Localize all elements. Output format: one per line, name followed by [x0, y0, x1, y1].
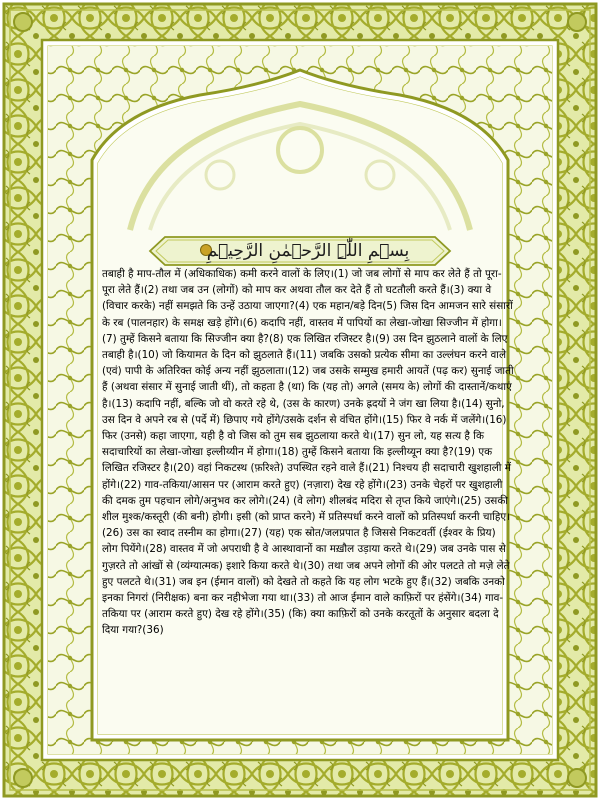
verse-text-block: तबाही है माप-तौल में (अधिकाधिक) कमी करने वालों के लिए।(1) जो जब लोगों से माप कर लेते हैं तो पूरा-पूरा लेते हैं।(2) तथा जब उन (लोगों) को माप कर अथवा तौल कर देते हैं तो घटतौली करते हैं।(3) क्या वे (विचार करके) नहीं समझते कि उन्हें उठाया जाएगा?(4) एक महान/बड़े दिन(5) जिस दिन आमजन सारे संसारों के रब (पालनहार) के समक्ष खड़े होंगे।(6) कदापि नहीं, वास्तव में पापियों का लेखा-जोखा सिज्जीन में होगा।(7) तुम्हें किसने बताया कि सिज्जीन क्या है?(8) एक लिखित रजिस्टर है।(9) उस दिन झुठलाने वालों के लिए तबाही है।(10) जो कियामत के दिन को झुठलाते हैं।(11) जबकि उसको प्रत्येक सीमा का उल्लंघन करने वाले (एवं) पापी के अतिरिक्त कोई अन्य नहीं झुठलाता।(12) जब उसके सम्मुख हमारी आयतें (पढ़ कर) सुनाई जाती हैं (अथवा संसार में सुनाई जाती थीं), तो कहता है (था) कि (यह तो) अगले (समय के) लोगों की दास्तानें/कथाएं है।(13) कदापि नहीं, बल्कि जो वो करते रहे थे, (उस के कारण) उनके ह्रदयों ने जंग खा लिया है।(14) सुनो, उस दिन वे अपने रब से (पर्दे में) छिपाए गये होंगे/उसके दर्शन से वंचित होंगे।(15) फिर वे नर्क में जलेंगे।(16) फिर (उनसे) कहा जाएगा, यही है वो जिस को तुम सब झुठलाया करते थे।(17) सुन लो, यह सत्य है कि सदाचारियों का लेखा-जोखा इल्लीय्यीन में होगा।(18) तुम्हें किसने बताया कि इल्लीय्यून क्या है?(19) एक लिखित रजिस्टर है।(20) वहां निकटस्थ (फ़रिश्ते) उपस्थित रहने वाले हैं।(21) निश्चय ही सदाचारी खुशहाली में होंगे।(22) गाव-तकिया/आसन पर (आराम करते हुए) (नज़ारा) देख रहे होंगे।(23) उनके चेहरों पर खुशहाली की दमक तुम पहचान लोगे/अनुभव कर लोगे।(24) (वे लोग) शीलबंद मदिरा से तृप्त किये जाएंगे।(25) उसकी शील मुश्क/कस्तूरी (की बनी) होगी। इसी (को प्राप्त करने) में प्रतिस्पर्धा करने वालों को प्रतिस्पर्धा करनी चाहिए।(26) उस का स्वाद तस्नीम का होगा।(27) (यह) एक स्रोत/जलप्रपात है जिससे निकटवर्ती (ईश्वर के प्रिय) लोग पियेंगे।(28) वास्तव में जो अपराधी है वे आस्थावानों का मख़ौल उड़ाया करते थे।(29) जब उनके पास से गुज़रते तो आंखों से (व्यंग्यात्मक) इशारे किया करते थे।(30) तथा जब अपने लोगों की ओर पलटते तो मज़े लेते हुए पलटते थे।(31) जब इन (ईमान वालों) को देखते तो कहते कि यह लोग भटके हुए हैं।(32) जबकि उनको इनका निगरां (निरीक्षक) बना कर नहीभेजा गया था।(33) तो आज ईमान वाले काफ़िरों पर हंसेंगे।(34) गाव-तकिया पर (आराम करते हुए) देख रहे होंगे।(35) (कि) क्या काफ़िरों को उनके करतूतों के अनुसार बदला दे दिया गया?(36)	[102, 268, 514, 637]
bismillah-banner	[158, 236, 458, 266]
bismillah-heading: بِسۡمِ اللّٰہِ الرَّحۡمٰنِ الرَّحِیۡمِ	[206, 241, 410, 261]
